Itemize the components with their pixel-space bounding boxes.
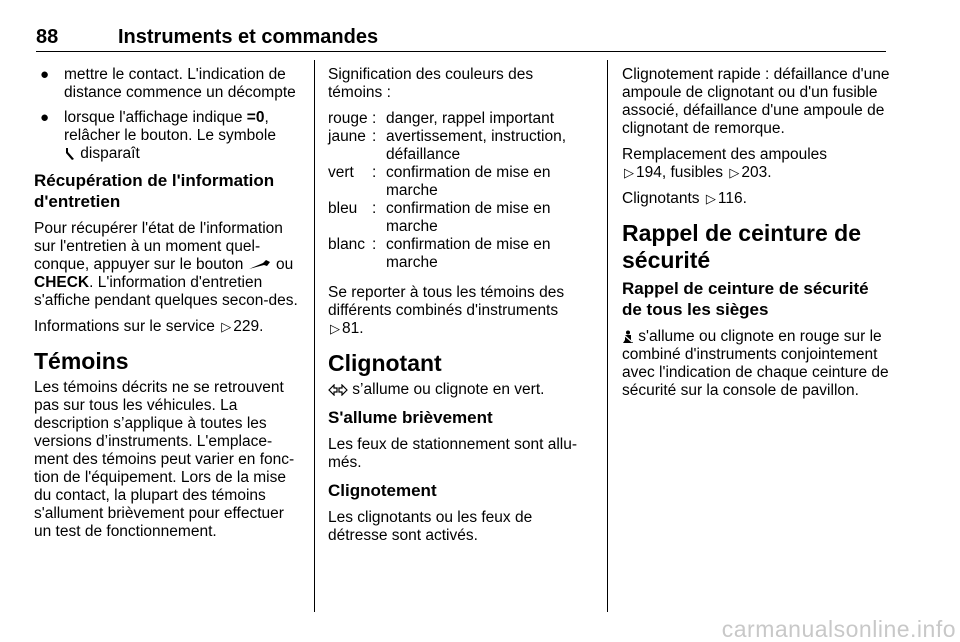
bullet-dot-icon: ● bbox=[40, 66, 50, 83]
temoins-paragraph: Les témoins décrits ne se retrouvent pas sur tous les véhicules. La description s’applique à toutes les versions d’instruments. L'emplace-ment des témoins peut varier en fonc-tion de l'équipement. Lors de la mise du contact, la plupart des témoins s'allument brièvement pour effectuer un test de fonctionnement. bbox=[34, 379, 295, 540]
clignotant-paragraph: s’allume ou clignote en vert. bbox=[328, 381, 590, 399]
page-ref-arrow-icon: ▷ bbox=[221, 319, 232, 334]
column-2 bbox=[328, 66, 590, 553]
table-row: blanc : confirmation de mise en marche bbox=[328, 236, 551, 271]
remplacement-paragraph: Remplacement des ampoules ▷ 194, fusibles ▷ 203. bbox=[622, 146, 828, 181]
rappel-paragraph: s'allume ou clignote en rouge sur le combiné d'instruments conjointement avec l'indication de chaque ceinture de sécurité sur la console de pavillon. bbox=[622, 328, 889, 399]
heading-clignotant: Clignotant bbox=[328, 350, 442, 376]
page-number: 88 bbox=[36, 26, 59, 48]
clignotants-paragraph: Clignotants ▷ 116. bbox=[622, 190, 747, 207]
table-row: vert : confirmation de mise en marche bbox=[328, 164, 551, 199]
heading-clignotement: Clignotement bbox=[328, 481, 437, 500]
clignotement-paragraph: Les clignotants ou les feux de détresse sont activés. bbox=[328, 509, 533, 544]
colors-intro: Signification des couleurs des témoins : bbox=[328, 66, 534, 101]
page-ref-arrow-icon: ▷ bbox=[624, 165, 634, 180]
column-divider bbox=[607, 60, 608, 612]
allume-paragraph: Les feux de stationnement sont allu-més. bbox=[328, 436, 578, 471]
check-button-label: CHECK bbox=[34, 274, 90, 291]
page-ref-arrow-icon: ▷ bbox=[330, 321, 340, 336]
trip-reset-button-icon bbox=[248, 259, 272, 271]
turn-signal-arrows-icon bbox=[328, 384, 348, 396]
service-paragraph: Informations sur le service ▷ 229. bbox=[34, 318, 264, 335]
page-ref-arrow-icon: ▷ bbox=[705, 191, 716, 206]
recup-paragraph: Pour récupérer l'état de l'information sur l'entretien à un moment quel-conque, appuyer sur le bouton ou CHECK. L'information d'entretien s'affiche pendant quelques secon-des. bbox=[34, 220, 298, 309]
table-row: rouge : danger, rappel important bbox=[328, 110, 555, 127]
seat-belt-icon bbox=[622, 330, 634, 344]
column-divider bbox=[314, 60, 315, 612]
rapide-paragraph: Clignotement rapide : défaillance d'une ampoule de clignotant ou d'un fusible associé, défaillance d'une ampoule de clignotant de remorque. bbox=[622, 66, 890, 137]
heading-recuperation: Récupération de l'information d'entretien bbox=[34, 171, 275, 211]
page-header bbox=[36, 28, 886, 52]
bullet-item: ● mettre le contact. L'indication de distance commence un décompte bbox=[40, 66, 296, 101]
reporter-paragraph: Se reporter à tous les témoins des différents combinés d'instruments ▷ 81. bbox=[328, 284, 565, 337]
heading-allume-brievement: S'allume brièvement bbox=[328, 408, 493, 427]
page-title: Instruments et commandes bbox=[118, 26, 379, 48]
table-row: bleu : confirmation de mise en marche bbox=[328, 200, 551, 235]
bullet-item: ● lorsque l'affichage indique =0, relâcher le bouton. Le symbole disparaît bbox=[40, 109, 276, 162]
heading-rappel-ceinture: Rappel de ceinture de sécurité bbox=[622, 220, 862, 273]
column-1 bbox=[34, 66, 300, 549]
heading-rappel-tous-sieges: Rappel de ceinture de sécurité de tous les sièges bbox=[622, 279, 869, 319]
table-row: jaune : avertissement, instruction, défaillance bbox=[328, 128, 567, 163]
color-meaning-table bbox=[328, 110, 590, 272]
page-ref-arrow-icon: ▷ bbox=[729, 165, 740, 180]
heading-temoins: Témoins bbox=[34, 348, 129, 374]
wrench-icon bbox=[64, 147, 76, 161]
column-3 bbox=[622, 66, 890, 408]
bullet-dot-icon: ● bbox=[40, 109, 50, 126]
watermark: carmanualsonline.info bbox=[721, 616, 956, 642]
